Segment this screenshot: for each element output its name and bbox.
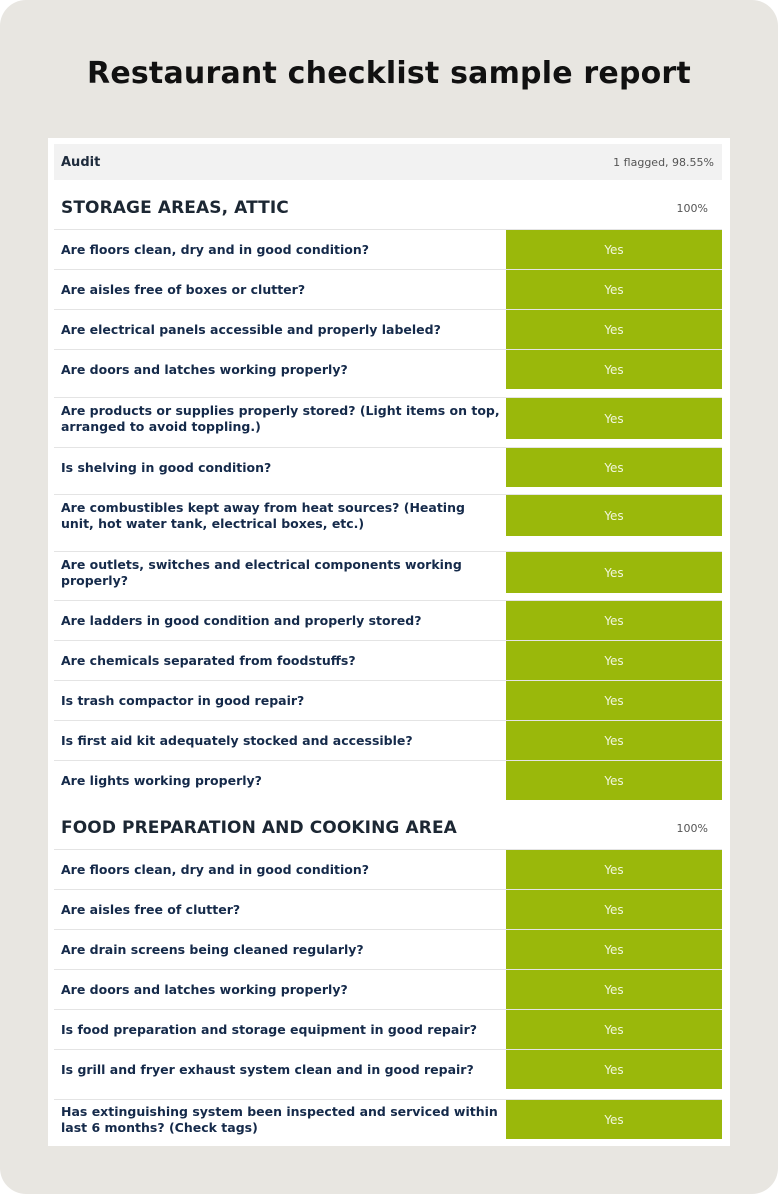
audit-score: 1 flagged, 98.55% xyxy=(613,156,714,169)
question-text: Are floors clean, dry and in good condition? xyxy=(61,861,370,877)
answer-badge[interactable]: Yes xyxy=(506,350,722,389)
checklist-row xyxy=(54,1099,722,1139)
question-text: Are aisles free of clutter? xyxy=(61,901,241,917)
checklist-row xyxy=(54,889,722,929)
checklist-row xyxy=(54,600,722,640)
answer-badge[interactable]: Yes xyxy=(506,310,722,349)
checklist-row xyxy=(54,640,722,680)
question-text: Are electrical panels accessible and properly labeled? xyxy=(61,321,441,337)
question-text: Is first aid kit adequately stocked and accessible? xyxy=(61,732,413,748)
answer-badge[interactable]: Yes xyxy=(506,398,722,439)
question-text: Are doors and latches working properly? xyxy=(61,361,348,377)
checklist-row xyxy=(54,849,722,889)
checklist-row xyxy=(54,929,722,969)
section-title: STORAGE AREAS, ATTIC xyxy=(61,198,289,218)
question-text: Is grill and fryer exhaust system clean and in good repair? xyxy=(61,1061,474,1077)
checklist-row xyxy=(54,229,722,269)
audit-label: Audit xyxy=(61,155,101,170)
question-text: Is food preparation and storage equipment in good repair? xyxy=(61,1021,478,1037)
answer-badge[interactable]: Yes xyxy=(506,448,722,487)
question-text: Are floors clean, dry and in good condition? xyxy=(61,241,370,257)
checklist-row xyxy=(54,269,722,309)
answer-badge[interactable]: Yes xyxy=(506,641,722,680)
checklist-row xyxy=(54,447,722,487)
answer-badge[interactable]: Yes xyxy=(506,850,722,889)
checklist-row xyxy=(54,760,722,800)
question-text: Are aisles free of boxes or clutter? xyxy=(61,281,306,297)
question-text: Are chemicals separated from foodstuffs? xyxy=(61,652,356,668)
checklist-row xyxy=(54,349,722,389)
question-text: Are outlets, switches and electrical components working properly? xyxy=(61,556,462,588)
page-title: Restaurant checklist sample report xyxy=(87,56,691,91)
question-text: Is shelving in good condition? xyxy=(61,459,272,475)
audit-header xyxy=(54,144,722,180)
checklist-row xyxy=(54,720,722,760)
answer-badge[interactable]: Yes xyxy=(506,270,722,309)
checklist-row xyxy=(54,969,722,1009)
answer-badge[interactable]: Yes xyxy=(506,1010,722,1049)
question-text: Are doors and latches working properly? xyxy=(61,981,348,997)
answer-badge[interactable]: Yes xyxy=(506,721,722,760)
answer-badge[interactable]: Yes xyxy=(506,1050,722,1089)
answer-badge[interactable]: Yes xyxy=(506,890,722,929)
checklist-row xyxy=(54,1009,722,1049)
question-text: Has extinguishing system been inspected and serviced within last 6 months? (Check tags) xyxy=(61,1103,498,1135)
checklist-row xyxy=(54,551,722,593)
answer-badge[interactable]: Yes xyxy=(506,930,722,969)
question-text: Is trash compactor in good repair? xyxy=(61,692,305,708)
checklist-row xyxy=(54,309,722,349)
question-text: Are combustibles kept away from heat sources? (Heating unit, hot water tank, electrical boxes, etc.) xyxy=(61,499,465,531)
answer-badge[interactable]: Yes xyxy=(506,970,722,1009)
answer-badge[interactable]: Yes xyxy=(506,495,722,536)
question-text: Are ladders in good condition and properly stored? xyxy=(61,612,422,628)
answer-badge[interactable]: Yes xyxy=(506,1100,722,1139)
checklist-row xyxy=(54,494,722,536)
answer-badge[interactable]: Yes xyxy=(506,601,722,640)
question-text: Are products or supplies properly stored? (Light items on top, arranged to avoid toppling.) xyxy=(61,402,500,434)
checklist-row xyxy=(54,680,722,720)
section-header-food-prep xyxy=(54,800,722,848)
section-title: FOOD PREPARATION AND COOKING AREA xyxy=(61,818,457,838)
answer-badge[interactable]: Yes xyxy=(506,552,722,593)
checklist-report xyxy=(48,138,730,1146)
section-score: 100% xyxy=(676,822,708,835)
answer-badge[interactable]: Yes xyxy=(506,230,722,269)
answer-badge[interactable]: Yes xyxy=(506,681,722,720)
checklist-row xyxy=(54,1049,722,1089)
question-text: Are drain screens being cleaned regularly? xyxy=(61,941,364,957)
section-header-storage xyxy=(54,180,722,228)
checklist-row xyxy=(54,397,722,439)
question-text: Are lights working properly? xyxy=(61,772,262,788)
answer-badge[interactable]: Yes xyxy=(506,761,722,800)
section-score: 100% xyxy=(676,202,708,215)
